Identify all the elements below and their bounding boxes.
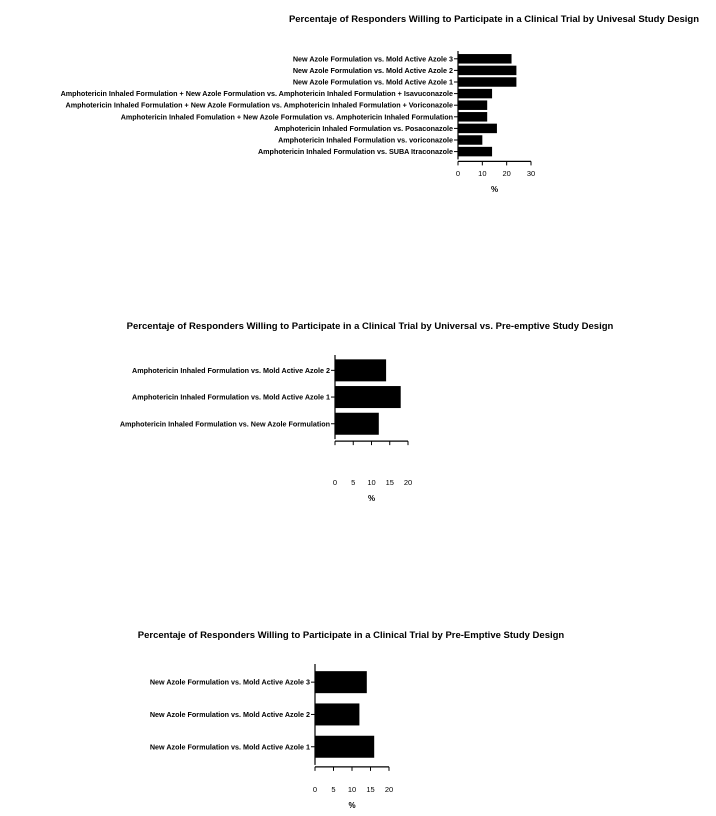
bar bbox=[458, 135, 482, 145]
x-tick-label: 30 bbox=[526, 169, 536, 178]
bar bbox=[315, 671, 367, 693]
x-axis-label: % bbox=[367, 494, 376, 503]
x-tick-label: 20 bbox=[502, 169, 511, 178]
x-tick-label: 10 bbox=[347, 785, 357, 794]
bar bbox=[335, 386, 401, 408]
chart-preemptive-study-design bbox=[138, 630, 565, 810]
bar bbox=[458, 112, 487, 122]
bar bbox=[458, 100, 487, 110]
category-label: Amphotericin Inhaled Formulation vs. Mold Active Azole 2 bbox=[132, 365, 330, 375]
bar bbox=[335, 359, 386, 381]
x-axis-label: % bbox=[490, 185, 499, 194]
category-label: Amphotericin Inhaled Formulation vs. New Azole Formulation bbox=[119, 419, 330, 429]
x-tick-label: 10 bbox=[367, 478, 376, 487]
chart-title: Percentaje of Responders Willing to Participate in a Clinical Trial by Universal vs. Pre-emptive Study Design bbox=[126, 321, 614, 332]
category-label: Amphotericin Inhaled Formulation + New Azole Formulation vs. Amphotericin Inhaled Formulation + Voriconazole bbox=[65, 100, 453, 110]
category-label: New Azole Formulation vs. Mold Active Azole 3 bbox=[292, 54, 453, 64]
bar bbox=[335, 413, 379, 435]
x-tick-label: 20 bbox=[384, 785, 394, 794]
x-axis-label: % bbox=[348, 801, 356, 810]
category-label: New Azole Formulation vs. Mold Active Azole 1 bbox=[149, 742, 310, 752]
category-label: New Azole Formulation vs. Mold Active Azole 2 bbox=[149, 709, 310, 719]
chart-title: Percentaje of Responders Willing to Participate in a Clinical Trial by Univesal Study Design bbox=[288, 14, 700, 25]
category-label: Amphotericin Inhaled Formulation + New Azole Formulation vs. Amphotericin Inhaled Formulation + Isavuconazole bbox=[60, 89, 453, 99]
x-tick-label: 10 bbox=[478, 169, 487, 178]
x-tick-label: 20 bbox=[403, 478, 413, 487]
bar bbox=[458, 124, 497, 133]
x-tick-label: 15 bbox=[366, 785, 375, 794]
category-label: Amphotericin Inhaled Formulation vs. Posaconazole bbox=[274, 123, 453, 133]
chart-universal-study-design bbox=[61, 14, 700, 194]
x-tick-label: 15 bbox=[385, 478, 394, 487]
chart-universal-vs-preemptive-study-design bbox=[120, 321, 614, 503]
category-label: Amphotericin Inhaled Formulation vs. Mold Active Azole 1 bbox=[132, 392, 330, 402]
x-tick-label: 0 bbox=[455, 169, 461, 178]
bar bbox=[458, 147, 492, 157]
category-label: Amphotericin Inhaled Formulation vs. voriconazole bbox=[278, 135, 453, 145]
category-label: Amphotericin Inhaled Fomulation + New Azole Formulation vs. Amphotericin Inhaled Formulation bbox=[120, 112, 453, 122]
x-tick-label: 5 bbox=[351, 478, 356, 487]
bar bbox=[458, 89, 492, 99]
chart-title: Percentaje of Responders Willing to Participate in a Clinical Trial by Pre-Emptive Study Design bbox=[137, 630, 565, 641]
x-tick-label: 0 bbox=[332, 478, 338, 487]
category-label: New Azole Formulation vs. Mold Active Azole 1 bbox=[292, 77, 453, 87]
bar bbox=[458, 54, 512, 64]
x-tick-label: 0 bbox=[312, 785, 318, 794]
category-label: New Azole Formulation vs. Mold Active Azole 2 bbox=[292, 65, 453, 75]
bar bbox=[315, 736, 374, 758]
bar bbox=[458, 66, 516, 76]
x-tick-label: 5 bbox=[331, 785, 336, 794]
bar bbox=[458, 77, 516, 87]
bar bbox=[315, 703, 359, 725]
category-label: New Azole Formulation vs. Mold Active Azole 3 bbox=[149, 677, 310, 687]
category-label: Amphotericin Inhaled Formulation vs. SUBA Itraconazole bbox=[257, 147, 453, 157]
